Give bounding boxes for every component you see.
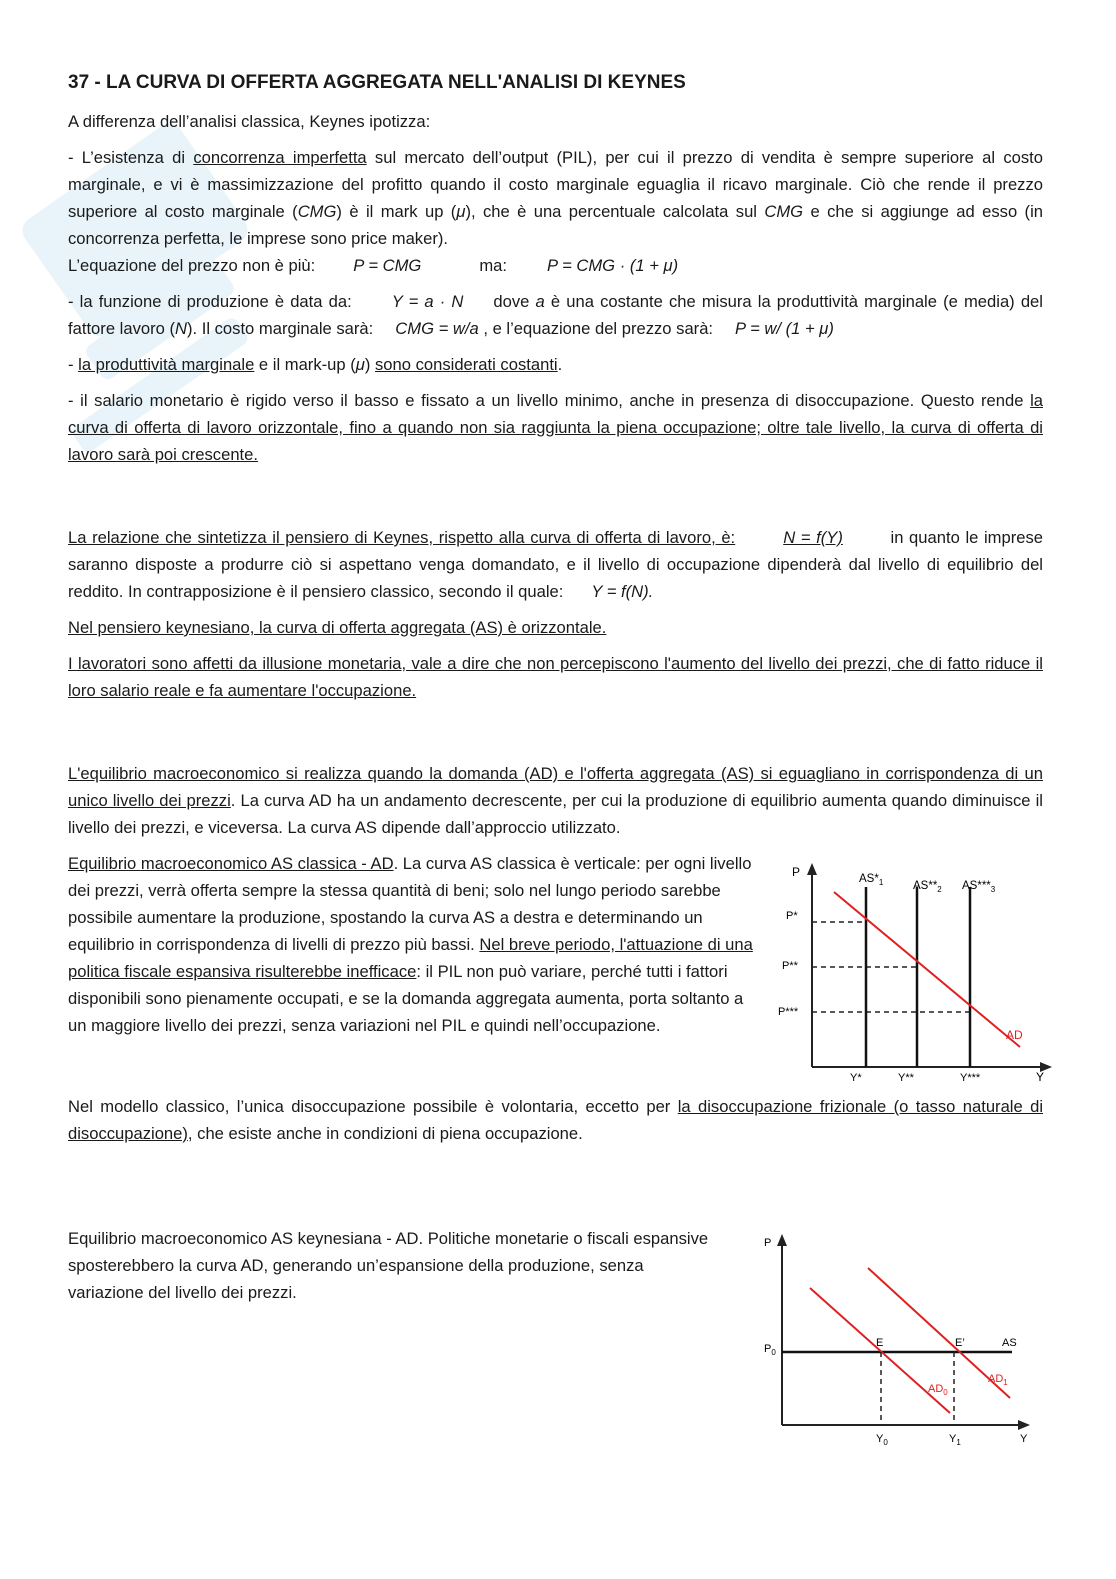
ad-curve — [834, 892, 1020, 1047]
paragraph-classical-as: Equilibrio macroeconomico AS classica - AD. La curva AS classica è verticale: per ogni livello dei prezzi, verrà offerta sempre la stessa quantità di beni; solo nel lungo periodo sarebbe possibile aumentare la produzione, spostando la curva AS a destra e determinando un equilibrio in corrispondenza di livelli di prezzo più bassi. Nel breve periodo, l'attuazione di una politica fiscale espansiva risulterebbe inefficace: il PIL non può variare, perché tutti i fattori disponibili sono pienamente occupati, e se la domanda aggregata aumenta, porta soltanto a un maggiore livello dei prezzi, senza variazioni nel PIL e quindi nell’occupazione. — [68, 854, 753, 1035]
paragraph-classical-unemployment: Nel modello classico, l’unica disoccupazione possibile è volontaria, eccetto per la disoccupazione frizionale (o tasso naturale di disoccupazione), che esiste anche in condizioni di piena occupazione. — [68, 1097, 1044, 1143]
price-equation-1: P = CMG — [353, 256, 422, 275]
axes — [777, 1234, 1030, 1430]
paragraph-equilibrium: L'equilibrio macroeconomico si realizza quando la domanda (AD) e l'offerta aggregata (AS) si eguagliano in corrispondenza di un unico livello dei prezzi. La curva AD ha un andamento decrescente, per cui la produzione di equilibrio aumenta quando diminuisce il livello dei prezzi, e viceversa. La curva AS dipende dall’approccio utilizzato. — [68, 764, 1043, 837]
x-axis-label: Y — [1020, 1433, 1028, 1445]
paragraph-production-function: - la funzione di produzione è data da: Y = a · N dove a è una costante che misura la produttività marginale (e media) del fattore lavoro (N). Il costo marginale sarà: CMG = w/a , e l’equazione del prezzo sarà: P = w/ (1 + μ) — [68, 292, 1043, 338]
as1-label: $AS*_1$ — [859, 873, 884, 887]
paragraph-monetary-illusion: I lavoratori sono affetti da illusione monetaria, vale a dire che non percepiscono l'aumento del livello dei prezzi, che di fatto riduce il loro salario reale e fa aumentare l'occupazione. — [68, 654, 1043, 700]
document-page — [68, 68, 1043, 1315]
chart-keynesian-as-ad — [752, 1230, 1042, 1455]
x-tick-y3: Y*** — [960, 1072, 981, 1084]
y-tick-p3: P*** — [778, 1006, 799, 1018]
paragraph-as-horizontal: Nel pensiero keynesiano, la curva di offerta aggregata (AS) è orizzontale. — [68, 618, 607, 637]
price-equation-label: L’equazione del prezzo non è più: — [68, 256, 316, 275]
y-tick-p2: P** — [782, 960, 798, 972]
ad-label: AD — [1006, 1028, 1023, 1042]
point-e-label: E — [876, 1337, 884, 1349]
page-title: 37 - LA CURVA DI OFFERTA AGGREGATA NELL'ANALISI DI KEYNES — [68, 72, 686, 93]
dashed-guides — [812, 922, 970, 1012]
point-e2-label: E’ — [955, 1337, 965, 1349]
y-tick-p0: $P_0$ — [764, 1343, 776, 1357]
paragraph-wage-rigidity: - il salario monetario è rigido verso il basso e fissato a un livello minimo, anche in presenza di disoccupazione. Questo rende la curva di offerta di lavoro orizzontale, fino a quando non sia raggiunta la piena occupazione; oltre tale livello, la curva di offerta di lavoro sarà poi crescente. — [68, 391, 1043, 464]
chart-classical-as-ad — [762, 857, 1052, 1087]
x-tick-y1: $Y_1$ — [949, 1433, 961, 1447]
paragraph-constants: - la produttività marginale e il mark-up (μ) sono considerati costanti. — [68, 355, 563, 374]
ad0-label: $AD_0$ — [928, 1383, 948, 1397]
as2-label: $AS**_2$ — [913, 880, 942, 894]
y-axis-label: P — [764, 1237, 772, 1249]
x-tick-y2: Y** — [898, 1072, 914, 1084]
y-tick-p1: P* — [786, 910, 798, 922]
paragraph-imperfect-competition: - L’esistenza di concorrenza imperfetta sul mercato dell’output (PIL), per cui il prezzo di vendita è sempre superiore al costo marginale, e vi è massimizzazione del profitto quando il costo marginale eguaglia il ricavo marginale. Ciò che rende il prezzo superiore al costo marginale (CMG) è il mark up (μ), che è una percentuale calcolata sul CMG e che si aggiunge ad esso (in concorrenza perfetta, le imprese sono price maker). L’equazione del prezzo non è più: P = CMG ma: P = CMG · (1 + μ) — [68, 148, 1043, 275]
x-axis-label: Y — [1036, 1070, 1045, 1084]
as3-label: $AS***_3$ — [962, 880, 996, 894]
ad1-label: $AD_1$ — [988, 1373, 1008, 1387]
as-label: AS — [1002, 1337, 1017, 1349]
paragraph-keynesian-as: Equilibrio macroeconomico AS keynesiana - AD. Politiche monetarie o fiscali espansive sposterebbero la curva AD, generando un’espansione della produzione, senza variazione del livello dei prezzi. — [68, 1229, 709, 1302]
y-axis-label: P — [792, 865, 801, 879]
price-equation-2: P = CMG · (1 + μ) — [547, 256, 679, 275]
x-tick-y1: Y* — [850, 1072, 862, 1084]
x-tick-y0: $Y_0$ — [876, 1433, 888, 1447]
intro-paragraph: A differenza dell’analisi classica, Keynes ipotizza: — [68, 112, 431, 131]
paragraph-keynes-relation: La relazione che sintetizza il pensiero di Keynes, rispetto alla curva di offerta di lavoro, è: N = f(Y) in quanto le imprese saranno disposte a produrre ciò si aspettano venga domandato, e il livello di occupazione dipenderà dal livello di equilibrio del reddito. In contrapposizione è il pensiero classico, secondo il quale: Y = f(N). — [68, 528, 1044, 601]
